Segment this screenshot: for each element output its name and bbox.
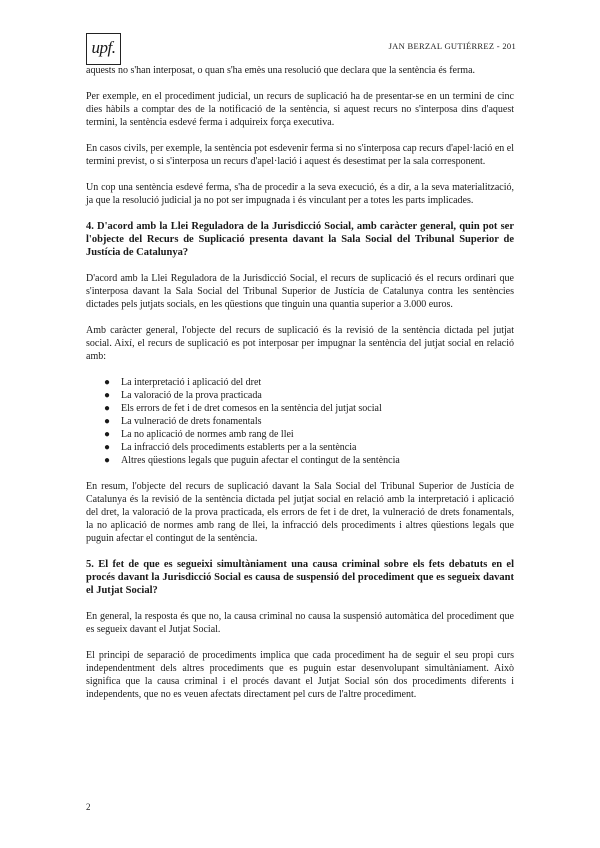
paragraph: D'acord amb la Llei Reguladora de la Jurisdicció Social, el recurs de suplicació és el recurs ordinari que s'interposa davant la Sala Social del Tribunal Superior de Justícia de Catalunya contra les sentències dictades pels jutjats socials, en les qüestions que tinguin una quantia superior a 3.000 euros.	[86, 273, 514, 310]
list-item	[104, 415, 514, 428]
paragraph: En general, la resposta és que no, la causa criminal no causa la suspensió automàtica del procediment que es segueix davant el Jutjat Social.	[86, 611, 514, 635]
list-item-text: Altres qüestions legals que puguin afectar el contingut de la sentència	[121, 455, 400, 466]
document-body	[86, 64, 514, 714]
list-item	[104, 389, 514, 402]
list-item	[104, 402, 514, 415]
bullet-icon: ●	[104, 403, 111, 414]
paragraph: Un cop una sentència esdevé ferma, s'ha de procedir a la seva execució, és a dir, a la seva materialització, ja que la resolució judicial ja no pot ser impugnada i és vinculant per a totes les parts implicades.	[86, 182, 514, 206]
paragraph: En casos civils, per exemple, la sentència pot esdevenir ferma si no s'interposa cap recurs d'apel·lació en el termini previst, o si s'interposa un recurs d'apel·lació i aquest és desestimat per la sala corresponent.	[86, 143, 514, 167]
bullet-list	[86, 376, 514, 467]
list-item	[104, 376, 514, 389]
bullet-icon: ●	[104, 377, 111, 388]
list-item-text: La no aplicació de normes amb rang de llei	[121, 429, 294, 440]
paragraph: aquests no s'han interposat, o quan s'ha emès una resolució que declara que la sentència és ferma.	[86, 65, 476, 76]
page-number: 2	[86, 802, 91, 812]
bullet-icon: ●	[104, 416, 111, 427]
list-item	[104, 454, 514, 467]
bullet-icon: ●	[104, 455, 111, 466]
paragraph: El principi de separació de procediments implica que cada procediment ha de seguir el seu propi curs independentment dels altres procediments que es puguin estar desenvolupant simultàniament. Això significa que la causa criminal i el procés davant el Jutjat Social són dos procediments diferents i independents, que no es veuen afectats directament pel curs de l'altre procediment.	[86, 650, 514, 700]
paragraph: Per exemple, en el procediment judicial, un recurs de suplicació ha de presentar-se en un termini de cinc dies hàbils a comptar des de la notificació de la sentència, si aquest recurs no s'interposa dins d'aquest termini, la sentència esdevé ferma i adquireix força executiva.	[86, 91, 514, 128]
list-item-text: La infracció dels procediments establerts per a la sentència	[121, 442, 357, 453]
paragraph: Amb caràcter general, l'objecte del recurs de suplicació és la revisió de la sentència dictada pel jutjat social. Així, el recurs de suplicació es pot interposar per impugnar la sentència del jutjat social en relació amb:	[86, 325, 514, 362]
list-item	[104, 428, 514, 441]
list-item-text: La interpretació i aplicació del dret	[121, 377, 262, 388]
list-item-text: La vulneració de drets fonamentals	[121, 416, 262, 427]
upf-logo: upf.	[86, 33, 121, 65]
list-item	[104, 441, 514, 454]
question-4-heading: 4. D'acord amb la Llei Reguladora de la Jurisdicció Social, amb caràcter general, quin pot ser l'objecte del Recurs de Suplicació presenta davant la Sala Social del Tribunal Superior de Justícia de Catalunya?	[86, 221, 514, 258]
paragraph: En resum, l'objecte del recurs de suplicació davant la Sala Social del Tribunal Superior de Justícia de Catalunya és la revisió de la sentència dictada pel jutjat social en relació amb la interpretació i aplicació del dret, la valoració de la prova practicada, els errors de fet i de dret, la vulneració de drets fonamentals, la no aplicació de normes amb rang de llei, la infracció dels procediments i altres qüestions legals que puguin afectar el contingut de la sentència.	[86, 481, 514, 544]
list-item-text: La valoració de la prova practicada	[121, 390, 262, 401]
author-header: JAN BERZAL GUTIÉRREZ - 201	[388, 41, 516, 51]
bullet-icon: ●	[104, 390, 111, 401]
bullet-icon: ●	[104, 429, 111, 440]
question-5-heading: 5. El fet de que es segueixi simultàniament una causa criminal sobre els fets debatuts en el procés davant la Jurisdicció Social es causa de suspensió del procediment que es segueix davant el Jutjat Social?	[86, 559, 514, 596]
list-item-text: Els errors de fet i de dret comesos en la sentència del jutjat social	[121, 403, 382, 414]
bullet-icon: ●	[104, 442, 111, 453]
